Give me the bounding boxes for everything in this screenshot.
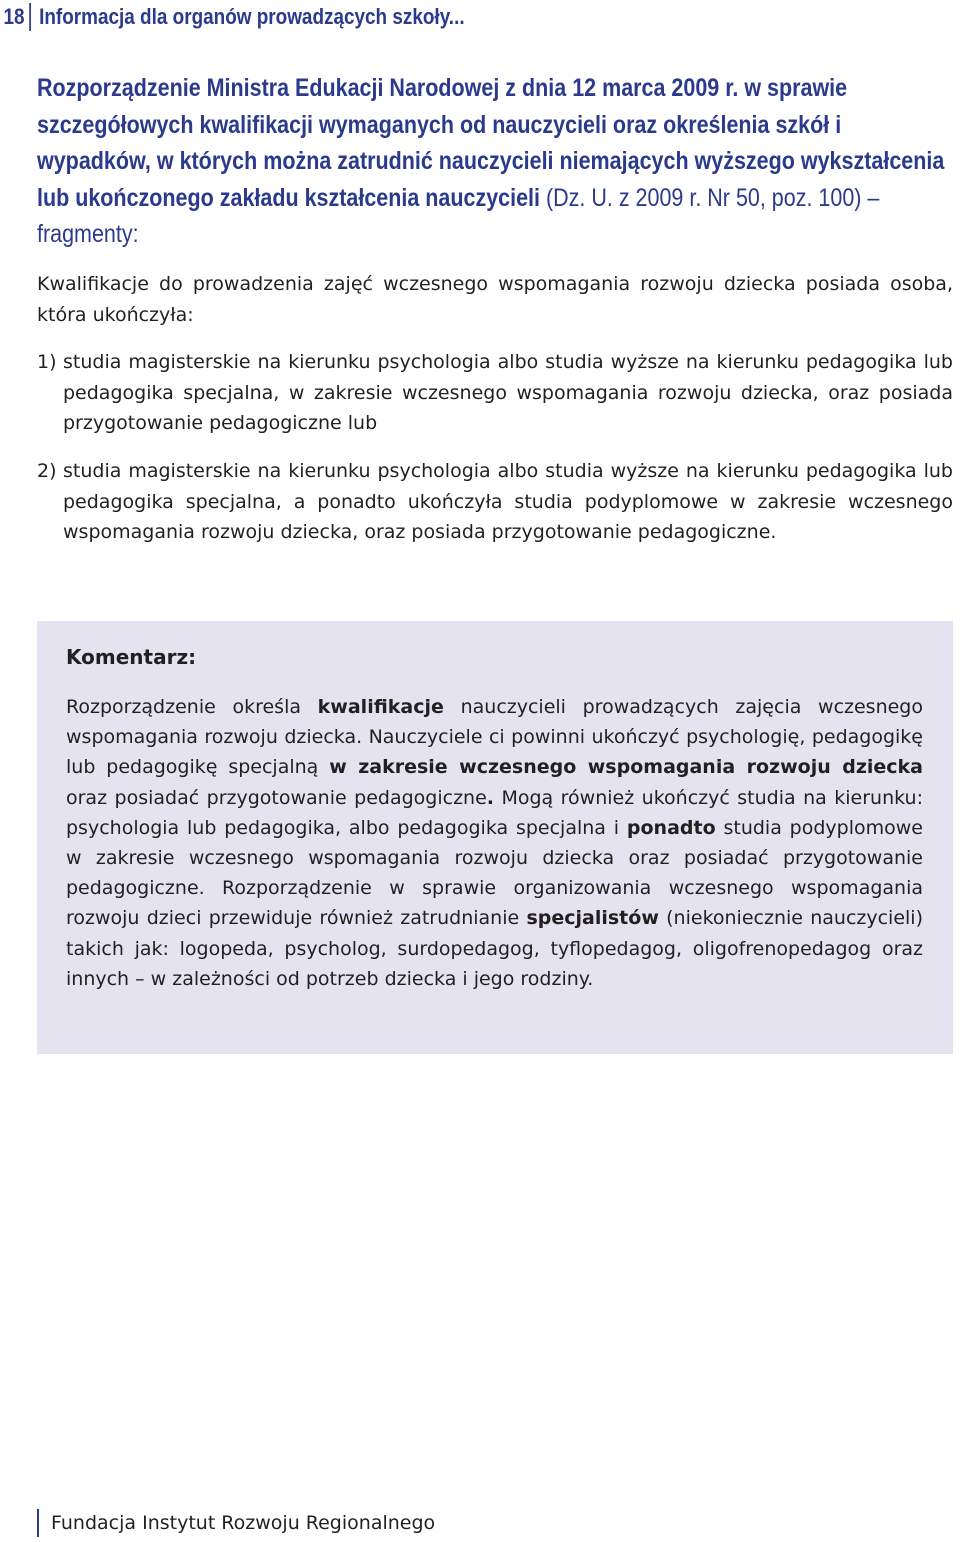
comment-body <box>66 692 923 994</box>
intro-paragraph: Kwalifikacje do prowadzenia zajęć wczesnego wspomagania rozwoju dziecka posiada osoba, która ukończyła: <box>37 273 953 326</box>
comment-title: Komentarz: <box>66 645 197 669</box>
comment-text: Rozporządzenie określa <box>66 696 318 718</box>
comment-text: oraz posiadać przygotowanie pedagogiczne <box>66 786 487 809</box>
comment-text: studia podyplomowe w zakresie wczesnego wspomagania rozwoju dziecka oraz posiadać przygotowanie pedagogiczne. Rozporządzenie w sprawie organizowania wczesnego wspomagania rozwoju dzieci przewiduje również zatrudnianie <box>66 816 923 930</box>
regulation-title <box>37 70 953 253</box>
comment-emphasis: w zakresie wczesnego wspomagania rozwoju dziecka <box>329 756 923 779</box>
list-item <box>37 456 953 548</box>
comment-emphasis: ponadto <box>626 816 716 839</box>
regulation-title-citation: (Dz. U. z 2009 r. Nr 50, poz. 100) – fragmenty: <box>37 183 880 248</box>
comment-text: (niekoniecznie nauczycieli) takich jak: logopeda, psycholog, surdopedagog, tyflopedagog, oligofrenopedagog oraz innych – w zależności od potrzeb dziecka i jego rodziny. <box>66 907 923 990</box>
list-item-number: 1) <box>37 351 57 373</box>
footer-divider <box>37 1509 39 1537</box>
page-footer <box>37 1508 435 1538</box>
running-title: Informacja dla organów prowadzących szkoły... <box>39 4 465 29</box>
footer-text: Fundacja Instytut Rozwoju Regionalnego <box>51 1512 436 1534</box>
header-divider <box>30 3 32 31</box>
list-item-number: 2) <box>37 460 57 482</box>
page-number: 18 <box>3 4 25 29</box>
comment-emphasis: kwalifikacje <box>317 696 444 718</box>
comment-text: nauczycieli prowadzących zajęcia wczesnego wspomagania rozwoju dziecka. Nauczyciele ci powinni ukończyć psychologię, pedagogikę lub pedagogikę specjalną <box>66 696 923 779</box>
comment-text: Mogą również ukończyć studia na kierunku: psychologia lub pedagogika, albo pedagogika specjalna i <box>66 786 923 839</box>
list-item-text: studia magisterskie na kierunku psychologia albo studia wyższe na kierunku pedagogika lub pedagogika specjalna, a ponadto ukończyła studia podyplomowe w zakresie wczesnego wspomagania rozwoju dziecka, oraz posiada przygotowanie pedagogiczne. <box>63 460 953 543</box>
regulation-title-bold: Rozporządzenie Ministra Edukacji Narodowej z dnia 12 marca 2009 r. w sprawie szczegółowych kwalifikacji wymaganych od nauczycieli oraz określenia szkół i wypadków, w których można zatrudnić nauczycieli niemających wyższego wykształcenia lub ukończonego zakładu kształcenia nauczycieli <box>37 74 945 212</box>
comment-box <box>37 621 953 1054</box>
list-item <box>37 347 953 439</box>
comment-emphasis: specjalistów <box>526 907 659 930</box>
list-item-text: studia magisterskie na kierunku psychologia albo studia wyższe na kierunku pedagogika lub pedagogika specjalna, w zakresie wczesnego wspomagania rozwoju dziecka, oraz posiada przygotowanie pedagogiczne lub <box>63 351 953 434</box>
page-header <box>0 2 465 32</box>
comment-emphasis: . <box>486 786 494 809</box>
